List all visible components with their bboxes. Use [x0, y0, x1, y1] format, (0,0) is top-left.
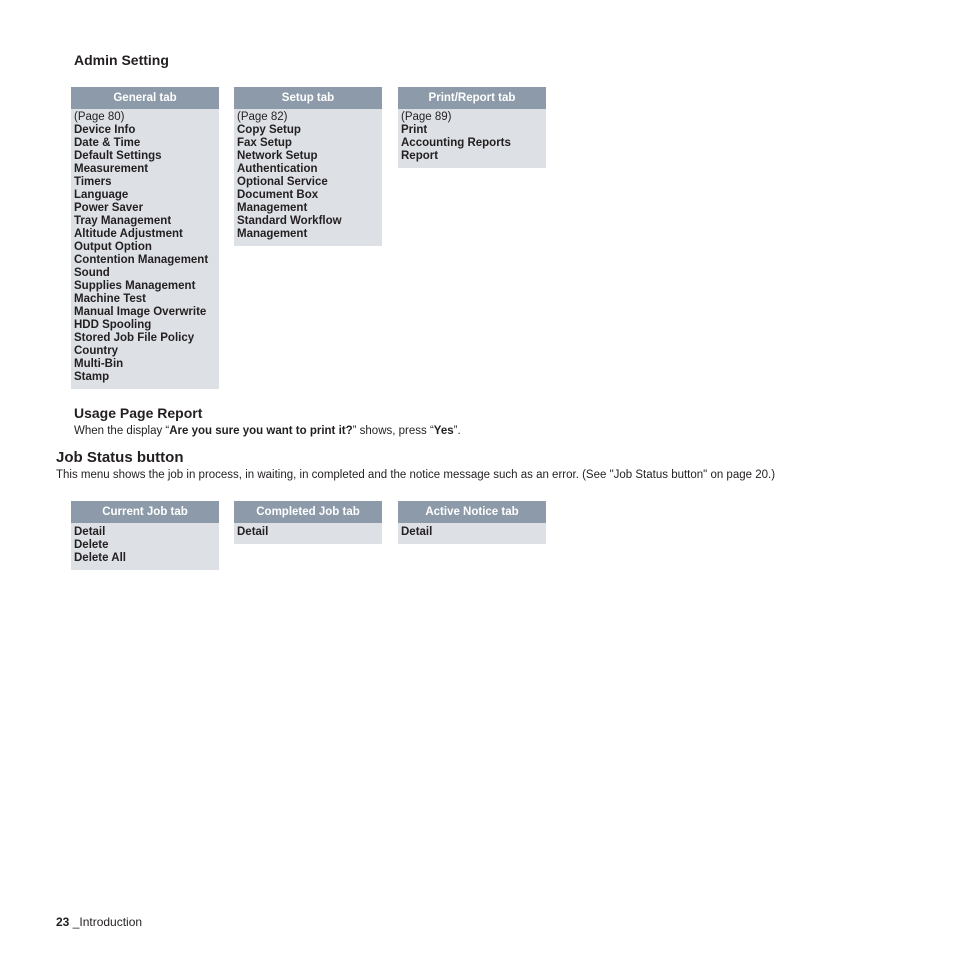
menu-item[interactable]: Contention Management	[74, 254, 209, 266]
menu-item[interactable]: Default Settings	[74, 150, 162, 162]
menu-item[interactable]: HDD Spooling	[74, 319, 152, 331]
menu-item[interactable]: Accounting Reports	[401, 137, 511, 149]
usage-page-report-text	[74, 425, 461, 437]
general-tab-header[interactable]: General tab	[71, 87, 219, 109]
general-tab-list	[71, 109, 219, 389]
setup-tab-box	[234, 87, 382, 246]
menu-item[interactable]: Document Box	[237, 189, 319, 201]
menu-item[interactable]: Tray Management	[74, 215, 172, 227]
print-report-tab-list	[398, 109, 546, 168]
active-notice-tab-list	[398, 523, 546, 544]
menu-item[interactable]: Manual Image Overwrite	[74, 306, 207, 318]
menu-item[interactable]: Standard Workflow	[237, 215, 342, 227]
menu-item[interactable]: Fax Setup	[237, 137, 292, 149]
menu-item[interactable]: Detail	[401, 526, 433, 538]
job-status-description: This menu shows the job in process, in waiting, in completed and the notice message such as an error. (See "Job Status button" on page 20.)	[56, 469, 776, 481]
menu-item[interactable]: Date & Time	[74, 137, 141, 149]
usage-text-part: ”.	[453, 425, 461, 437]
active-notice-tab-header[interactable]: Active Notice tab	[398, 501, 546, 523]
menu-item[interactable]: Authentication	[237, 163, 318, 175]
menu-item[interactable]: Language	[74, 189, 129, 201]
print-report-tab-header[interactable]: Print/Report tab	[398, 87, 546, 109]
print-report-tab-box	[398, 87, 546, 168]
general-tab-box	[71, 87, 219, 389]
current-job-tab-list	[71, 523, 219, 570]
menu-item[interactable]: Copy Setup	[237, 124, 301, 136]
setup-tab-list	[234, 109, 382, 246]
menu-item[interactable]: Detail	[74, 526, 106, 538]
menu-item[interactable]: Delete All	[74, 552, 126, 564]
menu-item[interactable]: Stored Job File Policy	[74, 332, 195, 344]
menu-item[interactable]: Management	[237, 228, 308, 240]
usage-text-part: ” shows, press “	[352, 425, 434, 437]
menu-item[interactable]: Device Info	[74, 124, 136, 136]
current-job-tab-box	[71, 501, 219, 570]
menu-item[interactable]: Detail	[237, 526, 269, 538]
menu-item[interactable]: Network Setup	[237, 150, 318, 162]
menu-item[interactable]: Timers	[74, 176, 112, 188]
menu-item[interactable]: Stamp	[74, 371, 110, 383]
usage-prompt-text: Are you sure you want to print it?	[169, 425, 353, 437]
page-reference: (Page 82)	[237, 111, 288, 123]
footer-section: _Introduction	[69, 915, 143, 929]
menu-item[interactable]: Altitude Adjustment	[74, 228, 183, 240]
page-footer	[56, 915, 142, 929]
menu-item[interactable]: Print	[401, 124, 428, 136]
menu-item[interactable]: Country	[74, 345, 119, 357]
usage-page-report-heading: Usage Page Report	[74, 405, 203, 421]
menu-item[interactable]: Optional Service	[237, 176, 328, 188]
usage-text-part: When the display “	[74, 425, 170, 437]
active-notice-tab-box	[398, 501, 546, 544]
completed-job-tab-list	[234, 523, 382, 544]
completed-job-tab-header[interactable]: Completed Job tab	[234, 501, 382, 523]
current-job-tab-header[interactable]: Current Job tab	[71, 501, 219, 523]
completed-job-tab-box	[234, 501, 382, 544]
page-reference: (Page 80)	[74, 111, 125, 123]
menu-item[interactable]: Power Saver	[74, 202, 144, 214]
menu-item[interactable]: Report	[401, 150, 439, 162]
menu-item[interactable]: Measurement	[74, 163, 149, 175]
setup-tab-header[interactable]: Setup tab	[234, 87, 382, 109]
menu-item[interactable]: Sound	[74, 267, 110, 279]
page-reference: (Page 89)	[401, 111, 452, 123]
menu-item[interactable]: Output Option	[74, 241, 152, 253]
page-number: 23	[56, 915, 70, 929]
menu-item[interactable]: Multi-Bin	[74, 358, 124, 370]
menu-item[interactable]: Management	[237, 202, 308, 214]
usage-yes-text: Yes	[433, 425, 454, 437]
menu-item[interactable]: Supplies Management	[74, 280, 196, 292]
admin-setting-heading: Admin Setting	[74, 52, 169, 68]
menu-item[interactable]: Delete	[74, 539, 109, 551]
job-status-heading: Job Status button	[56, 449, 184, 466]
menu-item[interactable]: Machine Test	[74, 293, 146, 305]
